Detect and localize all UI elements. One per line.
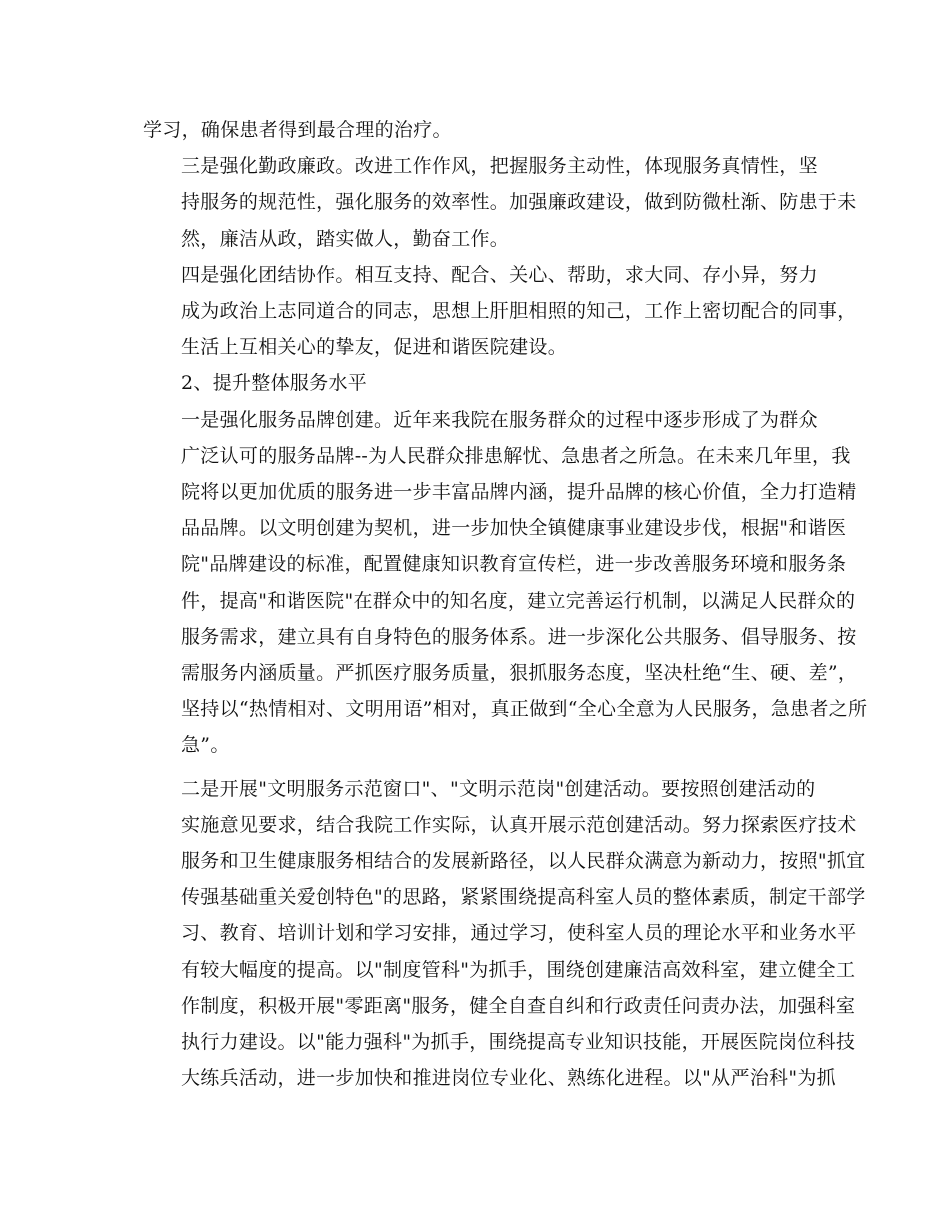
text-line: 需服务内涵质量。严抓医疗服务质量，狠抓服务态度，坚决杜绝“生、硬、差”， — [181, 662, 858, 685]
text-line: 三是强化勤政廉政。改进工作作风，把握服务主动性，体现服务真情性，坚 — [181, 155, 818, 178]
text-line: 传强基础重关爱创特色"的思路，紧紧围绕提高科室人员的整体素质，制定干部学 — [181, 886, 866, 909]
text-line: 二是开展"文明服务示范窗口"、"文明示范岗"创建活动。要按照创建活动的 — [181, 777, 816, 800]
text-line: 习、教育、培训计划和学习安排，通过学习，使科室人员的理论水平和业务水平 — [181, 922, 857, 945]
text-line: 有较大幅度的提高。以"制度管科"为抓手，围绕创建廉洁高效科室，建立健全工 — [181, 958, 856, 981]
text-line: 一是强化服务品牌创建。近年来我院在服务群众的过程中逐步形成了为群众 — [181, 408, 818, 431]
text-line: 急”。 — [181, 734, 230, 757]
text-line: 2、提升整体服务水平 — [181, 372, 368, 395]
text-line: 生活上互相关心的挚友，促进和谐医院建设。 — [181, 336, 568, 359]
text-line: 广泛认可的服务品牌--为人民群众排患解忧、急患者之所急。在未来几年里，我 — [181, 444, 851, 467]
text-line: 作制度，积极开展"零距离"服务，健全自查自纠和行政责任问责办法，加强科室 — [181, 994, 856, 1017]
text-line: 然，廉洁从政，踏实做人，勤奋工作。 — [181, 227, 510, 250]
section-heading — [143, 365, 807, 401]
text-line: 件，提高"和谐医院"在群众中的知名度，建立完善运行机制，以满足人民群众的 — [181, 589, 856, 612]
text-line: 实施意见要求，结合我院工作实际，认真开展示范创建活动。努力探索医疗技术 — [181, 813, 857, 836]
text-line: 四是强化团结协作。相互支持、配合、关心、帮助，求大同、存小异，努力 — [181, 263, 818, 286]
paragraph-4 — [143, 402, 868, 764]
paragraph-5 — [143, 771, 866, 1097]
text-line: 服务和卫生健康服务相结合的发展新路径，以人民群众满意为新动力，按照"抓宜 — [181, 850, 866, 873]
paragraph-1 — [143, 148, 857, 257]
text-line: 院"品牌建设的标准，配置健康知识教育宣传栏，进一步改善服务环境和服务条 — [181, 553, 847, 576]
text-line: 大练兵活动，进一步加快和推进岗位专业化、熟练化进程。以"从严治科"为抓 — [181, 1067, 836, 1090]
paragraph-spacer — [143, 764, 807, 771]
text-line: 学习，确保患者得到最合理的治疗。 — [143, 119, 452, 141]
paragraph-0 — [143, 112, 807, 148]
document-body — [143, 112, 868, 1096]
text-line: 执行力建设。以"能力强科"为抓手，围绕提高专业知识技能，开展医院岗位科技 — [181, 1031, 856, 1054]
paragraph-2 — [143, 257, 857, 366]
text-line: 服务需求，建立具有自身特色的服务体系。进一步深化公共服务、倡导服务、按 — [181, 625, 857, 648]
text-line: 持服务的规范性，强化服务的效率性。加强廉政建设，做到防微杜渐、防患于未 — [181, 191, 857, 214]
text-line: 品品牌。以文明创建为契机，进一步加快全镇健康事业建设步伐，根据"和谐医 — [181, 517, 847, 540]
text-line: 坚持以“热情相对、文明用语”相对，真正做到“全心全意为人民服务，急患者之所 — [181, 698, 868, 721]
text-line: 院将以更加优质的服务进一步丰富品牌内涵，提升品牌的核心价值，全力打造精 — [181, 481, 857, 504]
text-line: 成为政治上志同道合的同志，思想上肝胆相照的知己，工作上密切配合的同事， — [181, 300, 857, 323]
